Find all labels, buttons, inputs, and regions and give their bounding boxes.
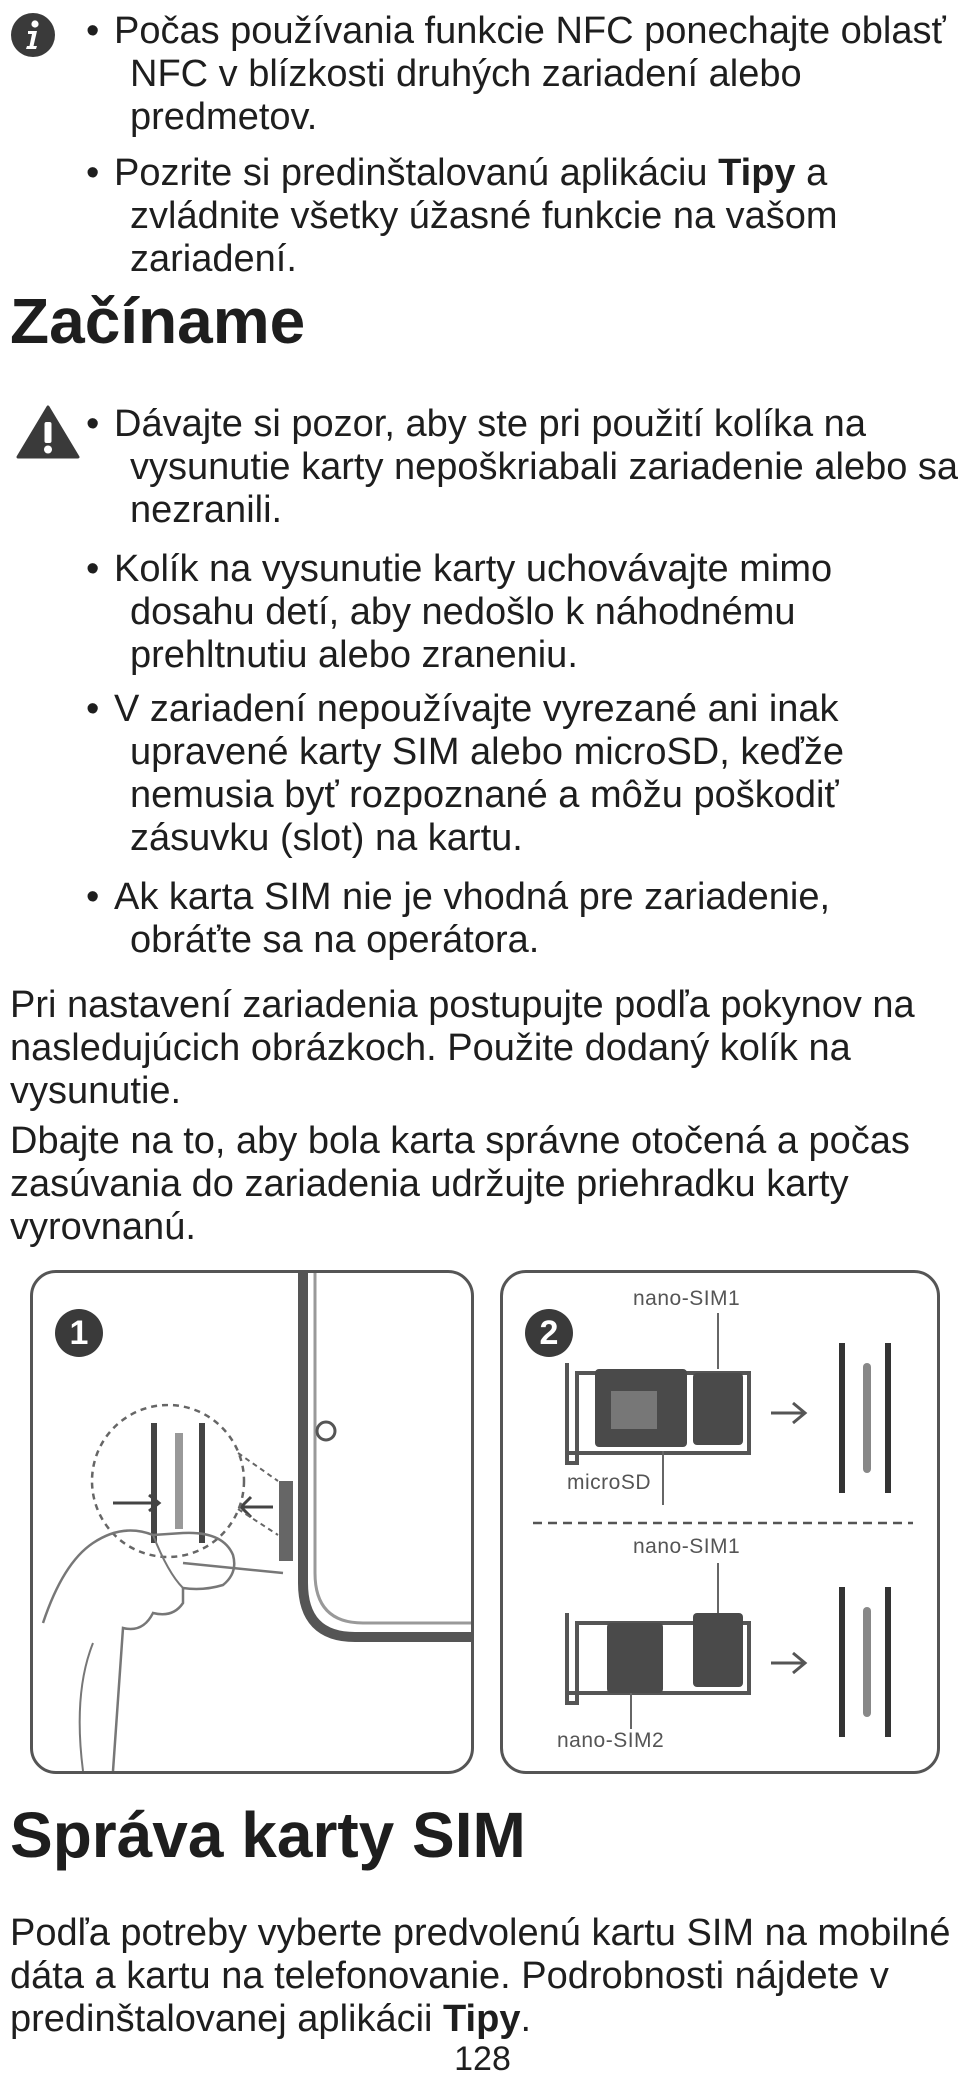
bullet-dot: •: [86, 403, 100, 445]
warning-item: • Kolík na vysunutie karty uchovávajte mimo dosahu detí, aby nedošlo k náhodnému prehltnutiu alebo zraneniu.: [86, 548, 833, 676]
bullet-dot: •: [86, 876, 100, 918]
tips-note-text: Pozrite si predinštalovanú aplikáciu Tipy a zvládnite všetky úžasné funkcie na vašom zariadení.: [114, 152, 838, 280]
bullet-dot: •: [86, 548, 100, 590]
tips-note: [86, 152, 961, 281]
warning-item: • V zariadení nepoužívajte vyrezané ani inak upravené karty SIM alebo microSD, keďže nemusia byť rozpoznané a môžu poškodiť zásuvku (slot) na kartu.: [86, 688, 844, 859]
section-title-getting-started: Začíname: [10, 285, 306, 357]
tips-app-name: Tipy: [443, 1998, 521, 2040]
figure-step-2: [500, 1270, 940, 1774]
card-orientation-note: Dbajte na to, aby bola karta správne otočená a počas zasúvania do zariadenia udržujte priehradku karty vyrovnanú.: [10, 1120, 910, 1248]
label-nano-sim2: nano-SIM2: [557, 1729, 665, 1752]
setup-instructions: Pri nastavení zariadenia postupujte podľa pokynov na nasledujúcich obrázkoch. Použite dodaný kolík na vysunutie.: [10, 984, 915, 1112]
label-nano-sim1-bottom: nano-SIM1: [633, 1535, 741, 1558]
eject-pin-illustration: [33, 1273, 471, 1771]
info-icon: [10, 12, 56, 58]
figure-step-1: [30, 1270, 474, 1774]
bullet-dot: •: [86, 152, 100, 194]
warning-item: • Ak karta SIM nie je vhodná pre zariadenie, obráťte sa na operátora.: [86, 876, 831, 961]
warning-icon: [16, 405, 80, 459]
nfc-note: [86, 10, 961, 139]
section-title-sim-management: Správa karty SIM: [10, 1799, 526, 1871]
bullet-dot: •: [86, 688, 100, 730]
bullet-dot: •: [86, 10, 100, 52]
page-number: 128: [454, 2040, 511, 2078]
step-number-2: 2: [525, 1309, 573, 1357]
sim-tray-illustration: [503, 1273, 937, 1771]
label-nano-sim1-top: nano-SIM1: [633, 1287, 741, 1310]
tips-app-name: Tipy: [718, 152, 796, 194]
label-microsd: microSD: [567, 1471, 652, 1494]
sim-management-text: Podľa potreby vyberte predvolenú kartu SIM na mobilné dáta a kartu na telefonovanie. Podrobnosti nájdete v predinštalovanej aplikácii Tipy.: [10, 1912, 951, 2040]
warning-item: • Dávajte si pozor, aby ste pri použití kolíka na vysunutie karty nepoškriabali zariadenie alebo sa nezranili.: [86, 403, 959, 531]
step-number-1: 1: [55, 1309, 103, 1357]
nfc-note-text: Počas používania funkcie NFC ponechajte oblasť NFC v blízkosti druhých zariadení alebo predmetov.: [114, 10, 946, 138]
